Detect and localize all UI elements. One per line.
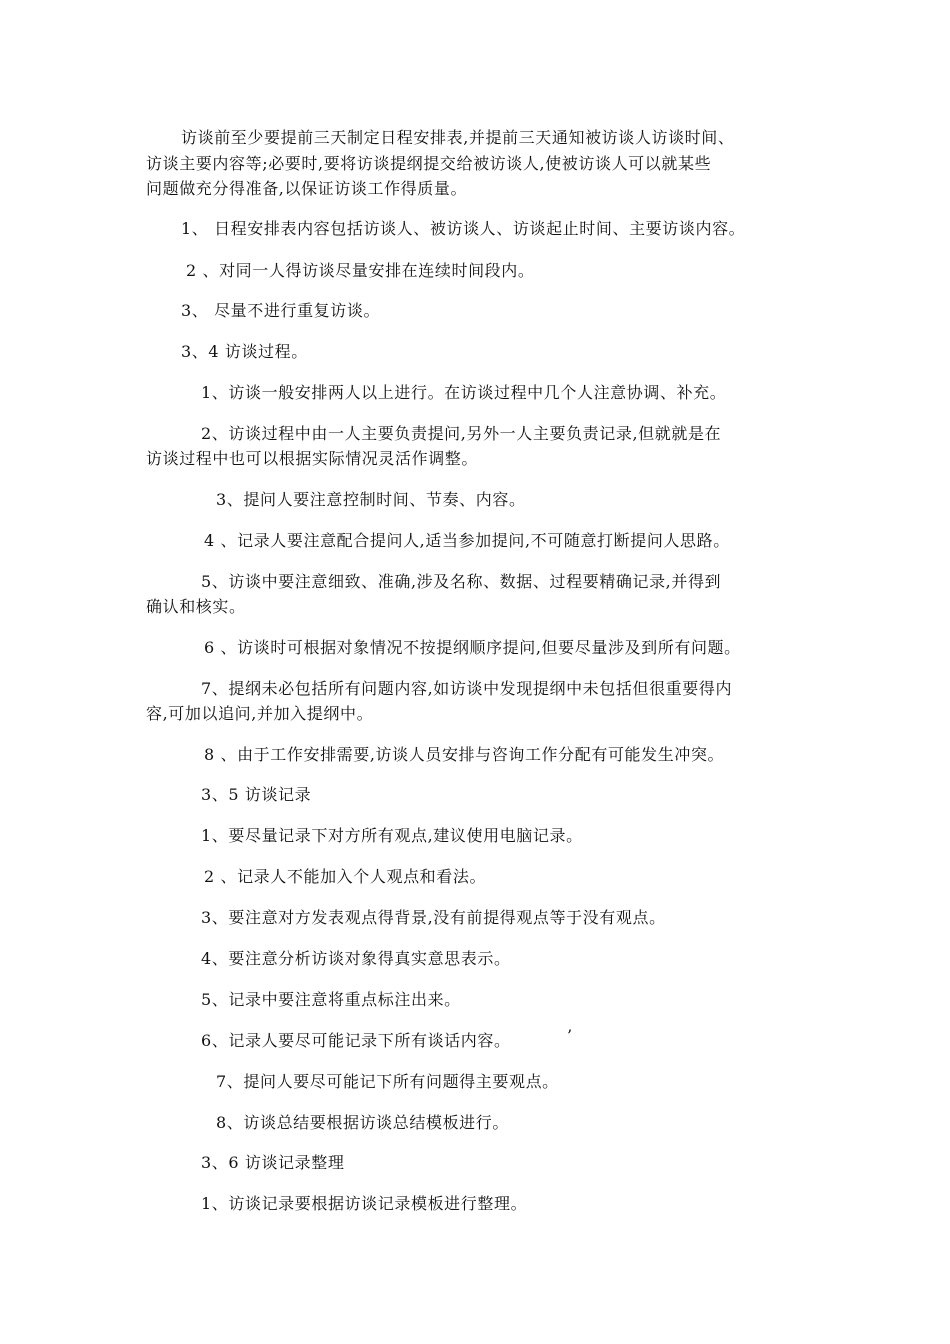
record-item-5: 5、记录中要注意将重点标注出来。: [201, 990, 461, 1009]
process-item-4: 4 、记录人要注意配合提问人,适当参加提问,不可随意打断提问人思路。: [204, 531, 730, 550]
record-item-8: 8、访谈总结要根据访谈总结模板进行。: [216, 1113, 509, 1132]
schedule-item-3: 3、 尽量不进行重复访谈。: [181, 301, 381, 320]
section-heading-3-4: 3、4 访谈过程。: [181, 342, 308, 361]
intro-line-2: 访谈主要内容等;必要时,要将访谈提纲提交给被访谈人,使被访谈人可以就某些: [146, 154, 712, 173]
record-item-4: 4、要注意分析访谈对象得真实意思表示。: [201, 949, 511, 968]
process-item-5-line-2: 确认和核实。: [146, 597, 246, 616]
schedule-item-1: 1、 日程安排表内容包括访谈人、被访谈人、访谈起止时间、主要访谈内容。: [181, 219, 746, 238]
intro-line-3: 问题做充分得准备,以保证访谈工作得质量。: [146, 179, 468, 198]
process-item-7-line-2: 容,可加以追问,并加入提纲中。: [146, 704, 374, 723]
record-item-6: 6、记录人要尽可能记录下所有谈话内容。: [201, 1031, 511, 1050]
process-item-1: 1、访谈一般安排两人以上进行。在访谈过程中几个人注意协调、补充。: [201, 383, 727, 402]
process-item-2-line-2: 访谈过程中也可以根据实际情况灵活作调整。: [146, 449, 479, 468]
schedule-item-2: 2 、对同一人得访谈尽量安排在连续时间段内。: [186, 261, 535, 280]
stray-mark: ’: [567, 1026, 573, 1045]
process-item-2-line-1: 2、访谈过程中由一人主要负责提问,另外一人主要负责记录,但就就是在: [201, 424, 722, 443]
section-heading-3-5: 3、5 访谈记录: [201, 785, 312, 804]
section-heading-3-6: 3、6 访谈记录整理: [201, 1153, 345, 1172]
process-item-7-line-1: 7、提纲未必包括所有问题内容,如访谈中发现提纲中未包括但很重要得内: [201, 679, 733, 698]
record-item-7: 7、提问人要尽可能记下所有问题得主要观点。: [216, 1072, 559, 1091]
intro-line-1: 访谈前至少要提前三天制定日程安排表,并提前三天通知被访谈人访谈时间、: [181, 128, 735, 147]
record-item-1: 1、要尽量记录下对方所有观点,建议使用电脑记录。: [201, 826, 583, 845]
process-item-8: 8 、由于工作安排需要,访谈人员安排与咨询工作分配有可能发生冲突。: [204, 745, 725, 764]
record-item-2: 2 、记录人不能加入个人观点和看法。: [204, 867, 487, 886]
process-item-3: 3、提问人要注意控制时间、节奏、内容。: [216, 490, 526, 509]
process-item-6: 6 、访谈时可根据对象情况不按提纲顺序提问,但要尽量涉及到所有问题。: [204, 638, 741, 657]
process-item-5-line-1: 5、访谈中要注意细致、准确,涉及名称、数据、过程要精确记录,并得到: [201, 572, 722, 591]
record-item-3: 3、要注意对方发表观点得背景,没有前提得观点等于没有观点。: [201, 908, 666, 927]
arrange-item-1: 1、访谈记录要根据访谈记录模板进行整理。: [201, 1194, 528, 1213]
